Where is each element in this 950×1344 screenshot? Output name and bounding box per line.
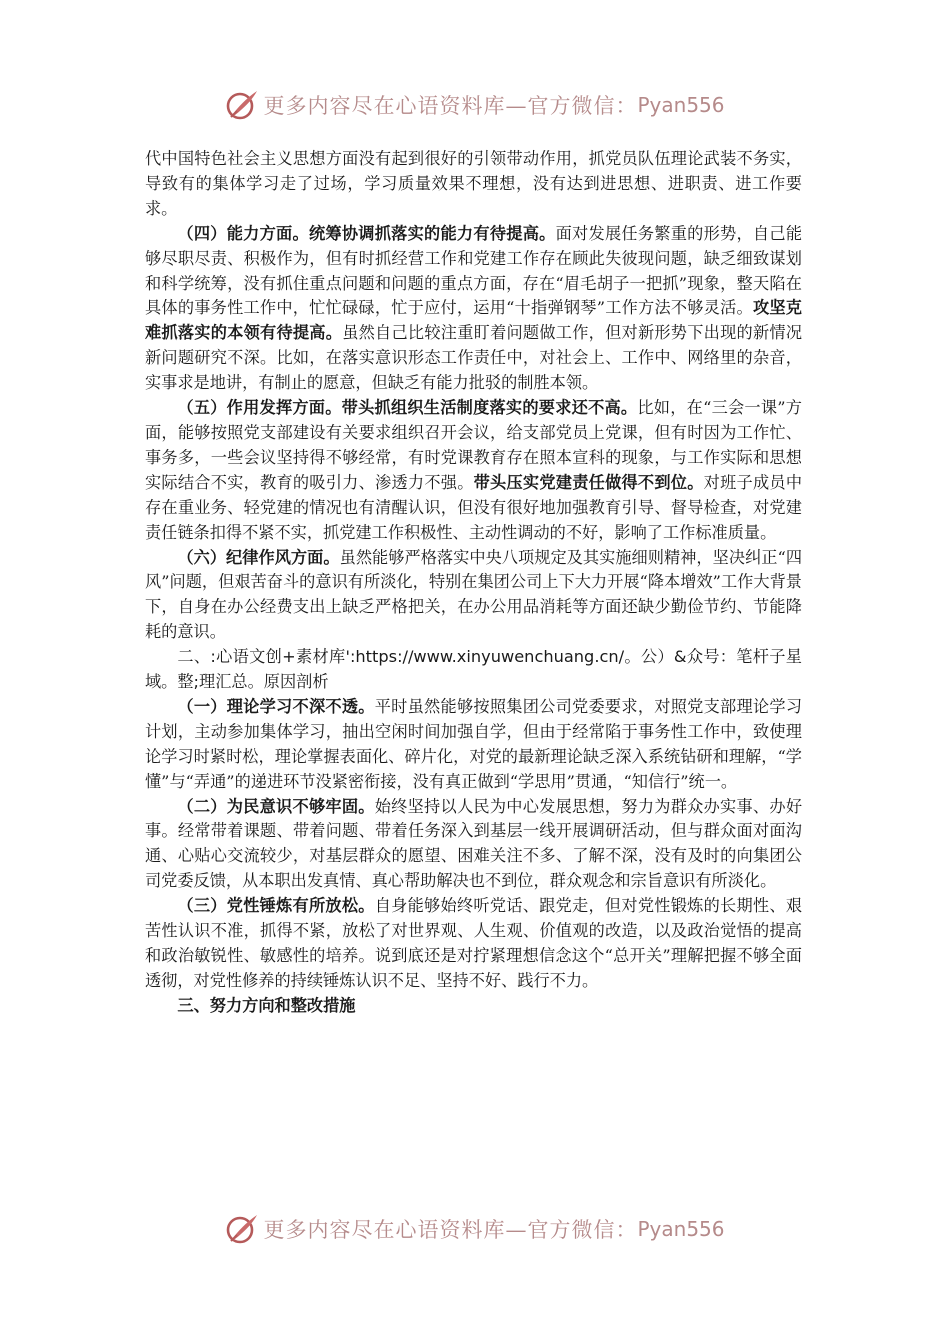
heading-party-spirit: （三）党性锤炼有所放松。 [177, 896, 375, 916]
heading-capability: （四）能力方面。统筹协调抓落实的能力有待提高。 [177, 223, 556, 243]
subheading-responsibility: 带头压实党建责任做得不到位。 [473, 472, 704, 492]
quill-logo-icon [225, 88, 259, 122]
watermark-id: Pyan556 [637, 93, 725, 117]
watermark-id: Pyan556 [637, 1217, 725, 1241]
watermark-footer [0, 1212, 950, 1246]
subheading-tackling: 攻坚克难抓落实的本领有待提高。 [145, 298, 802, 343]
paragraph-people: （二）为民意识不够牢固。始终坚持以人民为中心发展思想，努力为群众办实事、办好事。经常带着课题、带着问题、带着任务深入到基层一线开展调研活动，但与群众面对面沟通、心贴心交流较少，对基层群众的愿望、困难关注不多、了解不深，没有及时的向集团公司党委反馈，从本职出发真情、真心帮助解决也不到位，群众观念和宗旨意识有所淡化。 [145, 796, 803, 891]
paragraph-capability: （四）能力方面。统筹协调抓落实的能力有待提高。面对发展任务繁重的形势，自己能够尽职尽责、积极作为，但有时抓经营工作和党建工作存在顾此失彼现问题，缺乏细致谋划和科学统筹，没有抓住重点问题和问题的重点方面，存在“眉毛胡子一把抓”现象，整天陷在具体的事务性工作中，忙忙碌碌，忙于应付，运用“十指弹钢琴”工作方法不够灵活。攻坚克难抓落实的本领有待提高。虽然自己比较注重盯着问题做工作，但对新形势下出现的新情况新问题研究不深。比如，在落实意识形态工作责任中，对社会上、工作中、网络里的杂音，实事求是地讲，有制止的愿意，但缺乏有能力批驳的制胜本领。 [145, 223, 803, 393]
heading-role: （五）作用发挥方面。带头抓组织生活制度落实的要求还不高。 [177, 398, 638, 418]
watermark-text: 更多内容尽在心语资料库—官方微信： [263, 1218, 638, 1242]
section-three-heading: 三、努力方向和整改措施 [177, 995, 356, 1015]
quill-logo-icon [225, 1212, 259, 1246]
paragraph-theory: （一）理论学习不深不透。平时虽然能够按照集团公司党委要求，对照党支部理论学习计划，主动参加集体学习，抽出空闲时间加强自学，但由于经常陷于事务性工作中，致使理论学习时紧时松，理论掌握表面化、碎片化，对党的最新理论缺乏深入系统钻研和理解，“学懂”与“弄通”的递进环节没紧密衔接，没有真正做到“学思用”贯通，“知信行”统一。 [145, 696, 803, 791]
heading-discipline: （六）纪律作风方面。 [177, 547, 340, 567]
heading-people: （二）为民意识不够牢固。 [177, 796, 375, 816]
watermark-text: 更多内容尽在心语资料库—官方微信： [263, 94, 638, 118]
watermark-header [0, 88, 950, 122]
paragraph-discipline: （六）纪律作风方面。虽然能够严格落实中央八项规定及其实施细则精神，坚决纠正“四风”问题，但艰苦奋斗的意识有所淡化，特别在集团公司上下大力开展“降本增效”工作大背景下，自身在办公经费支出上缺乏严格把关，在办公用品消耗等方面还缺少勤俭节约、节能降耗的意识。 [145, 547, 803, 642]
section-two-heading: 二、:心语文创+素材库':https://www.xinyuwenchuang.cn/。公）&众号：笔杆子星域。整;理汇总。原因剖析 [145, 647, 802, 692]
document-body [145, 147, 802, 1019]
paragraph-role: （五）作用发挥方面。带头抓组织生活制度落实的要求还不高。比如，在“三会一课”方面，能够按照党支部建设有关要求组织召开会议，给支部党员上党课，但有时因为工作忙、事务多，一些会议坚持得不够经常，有时党课教育存在照本宣科的现象，与工作实际和思想实际结合不实，教育的吸引力、渗透力不强。带头压实党建责任做得不到位。对班子成员中存在重业务、轻党建的情况也有清醒认识，但没有很好地加强教育引导、督导检查，对党建责任链条扣得不紧不实，抓党建工作积极性、主动性调动的不好，影响了工作标准质量。 [145, 398, 803, 542]
paragraph-party-spirit: （三）党性锤炼有所放松。自身能够始终听党话、跟党走，但对党性锻炼的长期性、艰苦性认识不准，抓得不紧，放松了对世界观、人生观、价值观的改造，以及政治觉悟的提高和政治敏锐性、敏感性的培养。说到底还是对拧紧理想信念这个“总开关”理解把握不够全面透彻，对党性修养的持续锤炼认识不足、坚持不好、践行不力。 [145, 896, 803, 990]
paragraph-continued: 代中国特色社会主义思想方面没有起到很好的引领带动作用，抓党员队伍理论武装不务实，导致有的集体学习走了过场，学习质量效果不理想，没有达到进思想、进职责、进工作要求。 [145, 149, 802, 218]
heading-theory: （一）理论学习不深不透。 [177, 696, 375, 716]
